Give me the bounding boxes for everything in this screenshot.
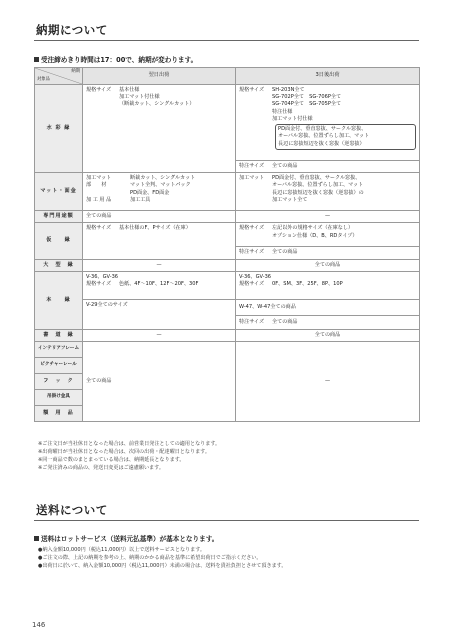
cell-temporary-third: 規格サイズ 左記以外の規格サイズ（在庫なし） オプション仕様（D、B、RDタイプ） — [236, 223, 420, 247]
section-title-delivery: 納期について — [36, 23, 108, 37]
square-bullet-icon — [34, 536, 39, 541]
category-calligraphy-frame: 書 道 縁 — [35, 329, 83, 341]
cell-watercolor-special: 特注サイズ 全ての商品 — [236, 161, 420, 173]
cell-mat-next: 加工マット 部 材 加 工 用 品 断裁カット、シングルカット マット全判、マットパック PD面金、FD面金 加工工具 — [83, 173, 236, 211]
table-row — [35, 271, 420, 299]
note-item: ※ご発注済みの商品の、発送日変更はご遠慮願います。 — [38, 464, 164, 471]
table-row — [35, 85, 420, 161]
cell-large-third: 全ての商品 — [236, 259, 420, 271]
cell-main-next: V-36、GV-36 規格サイズ 色紙、4F〜10F、12F〜20F、30F — [83, 271, 236, 299]
bracket-note: PD面金付、垂直窓抜、サークル窓抜、 オーバル窓抜、位置ずらし加工、マット 長辺に窓抜短辺を抜く窓抜（逆窓抜） — [275, 124, 416, 150]
table-header-row — [35, 68, 420, 85]
category-main-frame: 本 縁 — [35, 271, 83, 329]
shipping-note-item: ●ご注文の際、上記の納期を参考の上、納期のかかる商品を基準に希望出荷日でご指示ください。 — [38, 555, 262, 562]
table-row — [35, 299, 420, 315]
cell-watercolor-next: 規格サイズ 基本仕様 加工マット付仕様 （断裁カット、シングルカット） — [83, 85, 236, 173]
cell-special-purpose-next: 全ての商品 — [83, 211, 236, 223]
delivery-notes — [38, 441, 220, 473]
note-item: ※出荷曜日が当社休日となった場合は、次回の出荷・配達曜日となります。 — [38, 448, 210, 455]
category-hook: フ ッ ク — [35, 374, 83, 390]
cell-watercolor-third: 規格サイズ SH-203N全て SG-702P全て SG-706P全て SG-704P全て SG-705P全て 特注仕様 加工マット付仕様 PD面金付、垂直窓抜、サークル窓抜、 オーバル窓抜、位置ずらし加工、マット 長辺に窓抜短辺を抜く窓抜（逆窓抜） — [236, 85, 420, 161]
table-row — [35, 211, 420, 223]
category-mat: マット・面金 — [35, 173, 83, 211]
subheading-shipping: 送料はロットサービス（送料元払基準）が基本となります。 — [34, 533, 218, 543]
category-large-frame: 大 型 縁 — [35, 259, 83, 271]
cell-large-next: — — [83, 259, 236, 271]
header-third-day: 3日後出荷 — [236, 68, 420, 85]
note-item: ※同一商品で数のまとまっている場合は、納期延長となります。 — [38, 456, 185, 463]
cell-temporary-special: 特注サイズ 全ての商品 — [236, 247, 420, 259]
category-picture-rail: ピクチャーレール — [35, 358, 83, 374]
cell-misc-third: — — [236, 342, 420, 422]
shipping-note-item: ●出荷日に於いて、納入金額10,000円（税込11,000円）未満の場合は、送料を貴社負担とさせて頂きます。 — [38, 563, 287, 570]
delivery-table — [34, 67, 420, 422]
table-row — [35, 259, 420, 271]
cell-special-purpose-third: — — [236, 211, 420, 223]
table-row — [35, 329, 420, 341]
cell-temporary-next: 規格サイズ 基本仕様のF、Pサイズ（在庫） — [83, 223, 236, 259]
subheading-cutoff: 受注締めきり時間は17：00で、納期が変わります。 — [34, 54, 197, 64]
page-number: 146 — [32, 621, 46, 629]
category-interior-frame: インテリアフレーム — [35, 342, 83, 358]
cell-calligraphy-next: — — [83, 329, 236, 341]
shipping-note-item: ●納入金額10,000円（税込11,000円）以上で送料サービスとなります。 — [38, 547, 206, 553]
corner-cell — [35, 68, 83, 85]
header-next-day: 翌日出荷 — [83, 68, 236, 85]
cell-mat-third: 加工マット PD面金付、垂直窓抜、サークル窓抜、 オーバル窓抜、位置ずらし加工、マット 長辺に窓抜短辺を抜く窓抜（逆窓抜）の 加工マット全て — [236, 173, 420, 211]
table-row — [35, 342, 420, 358]
category-special-purpose: 専門用途額 — [35, 211, 83, 223]
section-title-shipping: 送料について — [36, 503, 108, 517]
shipping-notes — [38, 546, 286, 570]
cell-main-v29: V-29全てのサイズ — [83, 299, 236, 329]
cell-main-third: V-36、GV-36 規格サイズ 0F、SM、3F、25F、8P、10P — [236, 271, 420, 299]
note-item: ※ご注文日が当社休日となった場合は、前営業日発注としての適用となります。 — [38, 441, 221, 447]
square-bullet-icon — [34, 57, 39, 62]
table-row — [35, 223, 420, 247]
category-temporary-frame: 仮 縁 — [35, 223, 83, 259]
cell-main-w47: W-47、W-47全ての商品 — [236, 299, 420, 315]
corner-label-delivery: 納期 — [71, 69, 80, 74]
section-rule — [34, 520, 419, 521]
cell-misc-next: 全ての商品 — [83, 342, 236, 422]
corner-label-product: 対象品 — [37, 76, 50, 82]
category-watercolor: 水 彩 縁 — [35, 85, 83, 173]
category-hanging-hardware: 吊掛け金具 — [35, 390, 83, 406]
table-row — [35, 173, 420, 211]
cell-calligraphy-third: 全ての商品 — [236, 329, 420, 341]
cell-main-special: 特注サイズ 全ての商品 — [236, 315, 420, 329]
category-frame-supplies: 額 用 品 — [35, 406, 83, 422]
section-rule — [34, 40, 419, 41]
